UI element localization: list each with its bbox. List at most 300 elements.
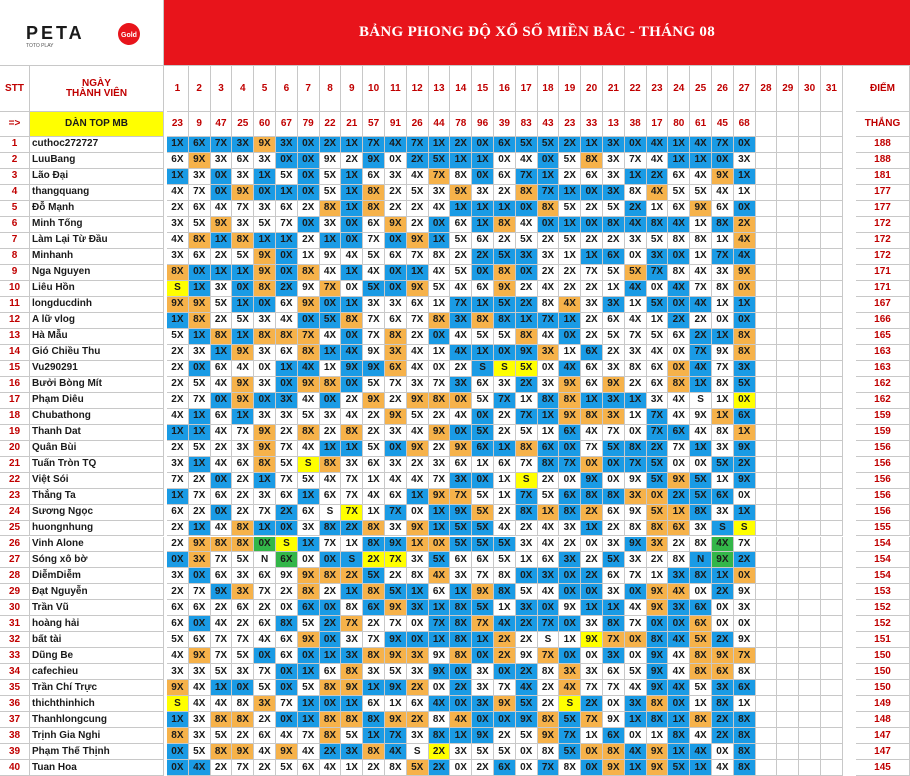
result-cell: S <box>472 361 494 377</box>
result-cell: 8X <box>363 744 385 760</box>
result-cell: 3X <box>276 393 298 409</box>
result-cell: 7X <box>276 441 298 457</box>
result-cell: 3X <box>167 457 189 473</box>
empty-cell <box>821 441 843 457</box>
result-cell: 5X <box>189 377 211 393</box>
empty-cell <box>777 425 799 441</box>
result-cell: 8X <box>211 537 233 553</box>
result-cell: 2X <box>211 600 233 616</box>
result-cell: 4X <box>647 185 669 201</box>
result-cell: 8X <box>581 409 603 425</box>
result-cell: 8X <box>472 313 494 329</box>
result-cell: 4X <box>407 169 429 185</box>
result-cell: 3X <box>603 648 625 664</box>
member-name: LuuBang <box>30 153 164 169</box>
result-cell: 4X <box>341 345 363 361</box>
result-cell: 9X <box>494 696 516 712</box>
result-cell: 6X <box>603 664 625 680</box>
result-cell: 0X <box>712 744 734 760</box>
top-number: 57 <box>363 112 385 137</box>
result-cell: 2X <box>276 505 298 521</box>
empty-cell <box>799 313 821 329</box>
result-cell: 8X <box>690 505 712 521</box>
result-cell: 3X <box>625 696 647 712</box>
result-cell: 4X <box>429 265 451 281</box>
result-cell: 8X <box>232 696 254 712</box>
row-score: 172 <box>856 217 910 233</box>
result-cell: 7X <box>538 185 560 201</box>
result-cell: 8X <box>320 712 342 728</box>
empty-cell <box>777 505 799 521</box>
result-cell: 5X <box>298 680 320 696</box>
result-cell: 5X <box>494 552 516 568</box>
result-cell: 4X <box>211 616 233 632</box>
result-cell: 0X <box>734 393 756 409</box>
result-cell: 3X <box>559 664 581 680</box>
result-cell: 0X <box>559 584 581 600</box>
result-cell: 7X <box>385 728 407 744</box>
result-cell: 2X <box>516 632 538 648</box>
row-stt: 34 <box>0 664 30 680</box>
row-stt: 14 <box>0 345 30 361</box>
result-cell: 8X <box>189 233 211 249</box>
result-cell: 2X <box>407 680 429 696</box>
result-cell: 4X <box>298 361 320 377</box>
result-cell: 6X <box>472 552 494 568</box>
result-cell: 1X <box>254 521 276 537</box>
empty-cell <box>777 185 799 201</box>
header-day: 30 <box>799 66 821 112</box>
result-cell: 8X <box>734 744 756 760</box>
empty-cell <box>777 648 799 664</box>
empty-cell <box>799 153 821 169</box>
result-cell: 2X <box>559 281 581 297</box>
result-cell: 6X <box>734 680 756 696</box>
member-name: Quân Bùi <box>30 441 164 457</box>
result-cell: 3X <box>167 664 189 680</box>
empty-cell <box>799 600 821 616</box>
result-cell: 8X <box>167 728 189 744</box>
result-cell: 0X <box>625 648 647 664</box>
row-score: 152 <box>856 600 910 616</box>
result-cell: 7X <box>625 616 647 632</box>
result-cell: 9X <box>734 441 756 457</box>
svg-text:Gold: Gold <box>121 32 137 39</box>
header-member <box>30 66 164 112</box>
row-score: 177 <box>856 201 910 217</box>
member-name: bất tài <box>30 632 164 648</box>
result-cell: 7X <box>385 377 407 393</box>
result-cell: 6X <box>385 249 407 265</box>
result-cell: 4X <box>407 473 429 489</box>
result-cell: 9X <box>581 632 603 648</box>
result-cell: 4X <box>668 281 690 297</box>
result-cell: 4X <box>690 361 712 377</box>
row-score: 150 <box>856 664 910 680</box>
result-cell: 2X <box>167 441 189 457</box>
member-name: Đạt Nguyễn <box>30 584 164 600</box>
result-cell: 6X <box>189 600 211 616</box>
result-cell: 1X <box>450 153 472 169</box>
result-cell: 4X <box>647 137 669 153</box>
result-cell: 2X <box>712 632 734 648</box>
result-cell: S <box>276 537 298 553</box>
result-cell: 0X <box>581 648 603 664</box>
row-stt: 31 <box>0 616 30 632</box>
empty-cell <box>777 584 799 600</box>
result-cell: 1X <box>341 201 363 217</box>
result-cell: 1X <box>494 489 516 505</box>
result-cell: 3X <box>603 153 625 169</box>
header-day: 25 <box>690 66 712 112</box>
result-cell: 2X <box>581 552 603 568</box>
result-cell: 8X <box>320 201 342 217</box>
result-cell: 0X <box>625 425 647 441</box>
member-name: Minh Tống <box>30 217 164 233</box>
result-cell: 8X <box>603 744 625 760</box>
result-cell: 9X <box>647 664 669 680</box>
result-cell: 2X <box>450 680 472 696</box>
result-cell: 8X <box>494 313 516 329</box>
empty-cell <box>777 632 799 648</box>
result-cell: 6X <box>211 568 233 584</box>
result-cell: 9X <box>712 552 734 568</box>
result-cell: 3X <box>232 217 254 233</box>
result-cell: 1X <box>734 297 756 313</box>
result-cell: 5X <box>472 329 494 345</box>
result-cell: 4X <box>276 728 298 744</box>
result-cell: 8X <box>385 760 407 776</box>
result-cell: 4X <box>211 521 233 537</box>
result-cell: 7X <box>232 632 254 648</box>
result-cell: 9X <box>734 265 756 281</box>
result-cell: 6X <box>647 377 669 393</box>
result-cell: 3X <box>167 568 189 584</box>
result-cell: 3X <box>603 169 625 185</box>
result-cell: 5X <box>167 329 189 345</box>
result-cell: 3X <box>189 664 211 680</box>
result-cell: 5X <box>232 552 254 568</box>
result-cell: 2X <box>516 297 538 313</box>
result-cell: 9X <box>625 505 647 521</box>
empty-cell <box>799 441 821 457</box>
header-day: 20 <box>581 66 603 112</box>
result-cell: 3X <box>167 249 189 265</box>
result-cell: 7X <box>254 505 276 521</box>
result-cell: 5X <box>690 632 712 648</box>
result-cell: 3X <box>320 217 342 233</box>
result-cell: 7X <box>429 377 451 393</box>
result-cell: 6X <box>559 489 581 505</box>
result-cell: 6X <box>712 664 734 680</box>
result-cell: 4X <box>668 409 690 425</box>
result-cell: 1X <box>712 473 734 489</box>
result-cell: 2X <box>450 361 472 377</box>
result-cell: 8X <box>363 201 385 217</box>
result-cell: 3X <box>450 377 472 393</box>
result-cell: 2X <box>581 281 603 297</box>
result-cell: 3X <box>603 409 625 425</box>
member-name: Dũng Be <box>30 648 164 664</box>
top-number: 38 <box>625 112 647 137</box>
result-cell: 0X <box>276 680 298 696</box>
empty-cell <box>777 217 799 233</box>
empty-cell <box>756 616 778 632</box>
result-cell: 3X <box>254 153 276 169</box>
result-cell: 0X <box>341 281 363 297</box>
empty-cell <box>756 521 778 537</box>
result-cell: 7X <box>472 616 494 632</box>
result-cell: 8X <box>668 265 690 281</box>
result-cell: 1X <box>385 696 407 712</box>
row-stt: 19 <box>0 425 30 441</box>
result-cell: 1X <box>625 760 647 776</box>
result-cell: 7X <box>385 552 407 568</box>
result-cell: 0X <box>276 153 298 169</box>
result-cell: 4X <box>167 648 189 664</box>
result-cell: 3X <box>298 521 320 537</box>
empty-cell <box>777 393 799 409</box>
result-cell: 8X <box>668 377 690 393</box>
empty-cell <box>756 249 778 265</box>
member-name: Bưởi Bòng Mít <box>30 377 164 393</box>
result-cell: 2X <box>211 441 233 457</box>
row-stt: 37 <box>0 712 30 728</box>
result-cell: 6X <box>472 233 494 249</box>
result-cell: 6X <box>385 361 407 377</box>
top-number: 45 <box>712 112 734 137</box>
result-cell: 7X <box>690 281 712 297</box>
result-cell: 9X <box>559 600 581 616</box>
result-cell: 4X <box>407 425 429 441</box>
result-cell: 5X <box>494 537 516 553</box>
result-cell: 3X <box>232 137 254 153</box>
result-cell: 3X <box>385 169 407 185</box>
row-stt: 10 <box>0 281 30 297</box>
result-cell: 8X <box>538 457 560 473</box>
result-cell: 3X <box>559 552 581 568</box>
result-cell: 0X <box>603 457 625 473</box>
result-cell: 7X <box>647 409 669 425</box>
result-cell: 4X <box>407 345 429 361</box>
empty-cell <box>777 297 799 313</box>
row-score: 165 <box>856 329 910 345</box>
result-cell: 1X <box>712 409 734 425</box>
result-cell: S <box>734 521 756 537</box>
result-cell: 0X <box>690 584 712 600</box>
result-cell: 3X <box>363 297 385 313</box>
result-cell: 4X <box>625 680 647 696</box>
result-cell: 3X <box>211 281 233 297</box>
result-cell: 4X <box>581 425 603 441</box>
result-cell: 1X <box>603 281 625 297</box>
result-cell: 3X <box>538 345 560 361</box>
result-cell: 9X <box>341 361 363 377</box>
empty-cell <box>821 233 843 249</box>
result-cell: 1X <box>254 473 276 489</box>
result-cell: 5X <box>538 137 560 153</box>
result-cell: 4X <box>385 744 407 760</box>
empty-cell <box>821 137 843 153</box>
top-label: DÀN TOP MB <box>30 112 164 137</box>
result-cell: 2X <box>276 584 298 600</box>
member-name: Thắng Ta <box>30 489 164 505</box>
empty-cell <box>777 728 799 744</box>
result-cell: 5X <box>472 744 494 760</box>
empty-cell <box>799 297 821 313</box>
result-cell: 5X <box>320 185 342 201</box>
result-cell: 9X <box>472 728 494 744</box>
result-cell: 5X <box>232 313 254 329</box>
empty-cell <box>756 696 778 712</box>
header-thanh-vien: THÀNH VIÊN <box>65 87 128 99</box>
result-cell: 4X <box>668 584 690 600</box>
result-cell: 4X <box>320 329 342 345</box>
result-cell: 0X <box>559 441 581 457</box>
result-cell: 2X <box>167 377 189 393</box>
empty-cell <box>821 217 843 233</box>
result-cell: 1X <box>647 728 669 744</box>
result-cell: 8X <box>254 457 276 473</box>
empty-cell <box>777 457 799 473</box>
result-cell: 1X <box>363 728 385 744</box>
row-stt: 29 <box>0 584 30 600</box>
result-cell: 3X <box>734 600 756 616</box>
empty-cell <box>777 137 799 153</box>
result-cell: 1X <box>189 281 211 297</box>
result-cell: 8X <box>516 441 538 457</box>
result-cell: 0X <box>581 744 603 760</box>
row-score: 159 <box>856 409 910 425</box>
result-cell: 5X <box>712 457 734 473</box>
result-cell: 2X <box>494 409 516 425</box>
result-cell: 1X <box>516 552 538 568</box>
result-cell: 0X <box>494 345 516 361</box>
row-score: 156 <box>856 441 910 457</box>
row-stt: 4 <box>0 185 30 201</box>
result-cell: 2X <box>494 648 516 664</box>
row-stt: 9 <box>0 265 30 281</box>
result-cell: 6X <box>189 632 211 648</box>
empty-cell <box>821 377 843 393</box>
empty-cell <box>821 728 843 744</box>
result-cell: 1X <box>363 473 385 489</box>
result-cell: 7X <box>363 329 385 345</box>
row-stt: 18 <box>0 409 30 425</box>
result-cell: 7X <box>734 648 756 664</box>
result-cell: 3X <box>603 393 625 409</box>
result-cell: 9X <box>385 409 407 425</box>
empty-cell <box>821 345 843 361</box>
result-cell: 6X <box>538 441 560 457</box>
result-cell: 4X <box>450 409 472 425</box>
result-cell: 0X <box>668 616 690 632</box>
result-cell: 2X <box>647 441 669 457</box>
result-cell: 1X <box>538 425 560 441</box>
result-cell: 1X <box>559 313 581 329</box>
result-cell: 3X <box>189 345 211 361</box>
header-ngay: NGÀY <box>82 77 111 89</box>
empty-cell <box>777 680 799 696</box>
empty-cell <box>821 521 843 537</box>
result-cell: 8X <box>603 489 625 505</box>
empty-cell <box>777 409 799 425</box>
result-cell: 0X <box>450 760 472 776</box>
result-cell: 1X <box>429 632 451 648</box>
result-cell: 6X <box>189 137 211 153</box>
result-cell: 4X <box>712 537 734 553</box>
result-cell: 1X <box>407 489 429 505</box>
result-cell: 8X <box>538 201 560 217</box>
result-cell: S <box>516 473 538 489</box>
member-name: Thanhlongcung <box>30 712 164 728</box>
result-cell: 7X <box>647 265 669 281</box>
empty-cell <box>799 712 821 728</box>
empty-cell <box>777 153 799 169</box>
result-cell: 0X <box>690 457 712 473</box>
top-number: 47 <box>211 112 233 137</box>
result-cell: 8X <box>647 632 669 648</box>
result-cell: 8X <box>734 728 756 744</box>
result-cell: 1X <box>625 297 647 313</box>
result-cell: 4X <box>625 313 647 329</box>
result-cell: 8X <box>625 185 647 201</box>
empty-cell <box>821 616 843 632</box>
result-cell: 9X <box>298 297 320 313</box>
result-cell: 6X <box>232 600 254 616</box>
result-cell: 1X <box>298 664 320 680</box>
result-cell: 8X <box>559 393 581 409</box>
result-cell: 7X <box>407 137 429 153</box>
result-cell: 2X <box>734 217 756 233</box>
result-cell: 3X <box>712 680 734 696</box>
result-cell: 2X <box>450 249 472 265</box>
empty-cell <box>821 552 843 568</box>
result-cell: 0X <box>516 201 538 217</box>
result-cell: 0X <box>516 568 538 584</box>
result-cell: 3X <box>407 728 429 744</box>
result-cell: 7X <box>494 393 516 409</box>
result-cell: 7X <box>385 505 407 521</box>
result-cell: 8X <box>211 329 233 345</box>
result-cell: 1X <box>167 712 189 728</box>
result-cell: 4X <box>559 297 581 313</box>
result-cell: 0X <box>385 281 407 297</box>
top-number: 25 <box>232 112 254 137</box>
empty-cell <box>821 457 843 473</box>
result-cell: 4X <box>363 489 385 505</box>
result-cell: 3X <box>581 664 603 680</box>
result-cell: 2X <box>211 313 233 329</box>
result-cell: 2X <box>363 760 385 776</box>
header-day: 27 <box>734 66 756 112</box>
result-cell: 4X <box>690 744 712 760</box>
result-cell: 1X <box>450 584 472 600</box>
result-cell: 6X <box>668 425 690 441</box>
result-cell: 6X <box>232 457 254 473</box>
result-cell: 4X <box>232 361 254 377</box>
result-cell: 8X <box>429 712 451 728</box>
result-cell: 5X <box>385 584 407 600</box>
result-cell: 4X <box>211 425 233 441</box>
result-cell: 5X <box>450 521 472 537</box>
result-cell: 5X <box>211 728 233 744</box>
empty-cell <box>777 489 799 505</box>
result-cell: 1X <box>559 632 581 648</box>
empty-cell <box>799 249 821 265</box>
result-cell: 3X <box>341 632 363 648</box>
result-cell: 2X <box>385 185 407 201</box>
